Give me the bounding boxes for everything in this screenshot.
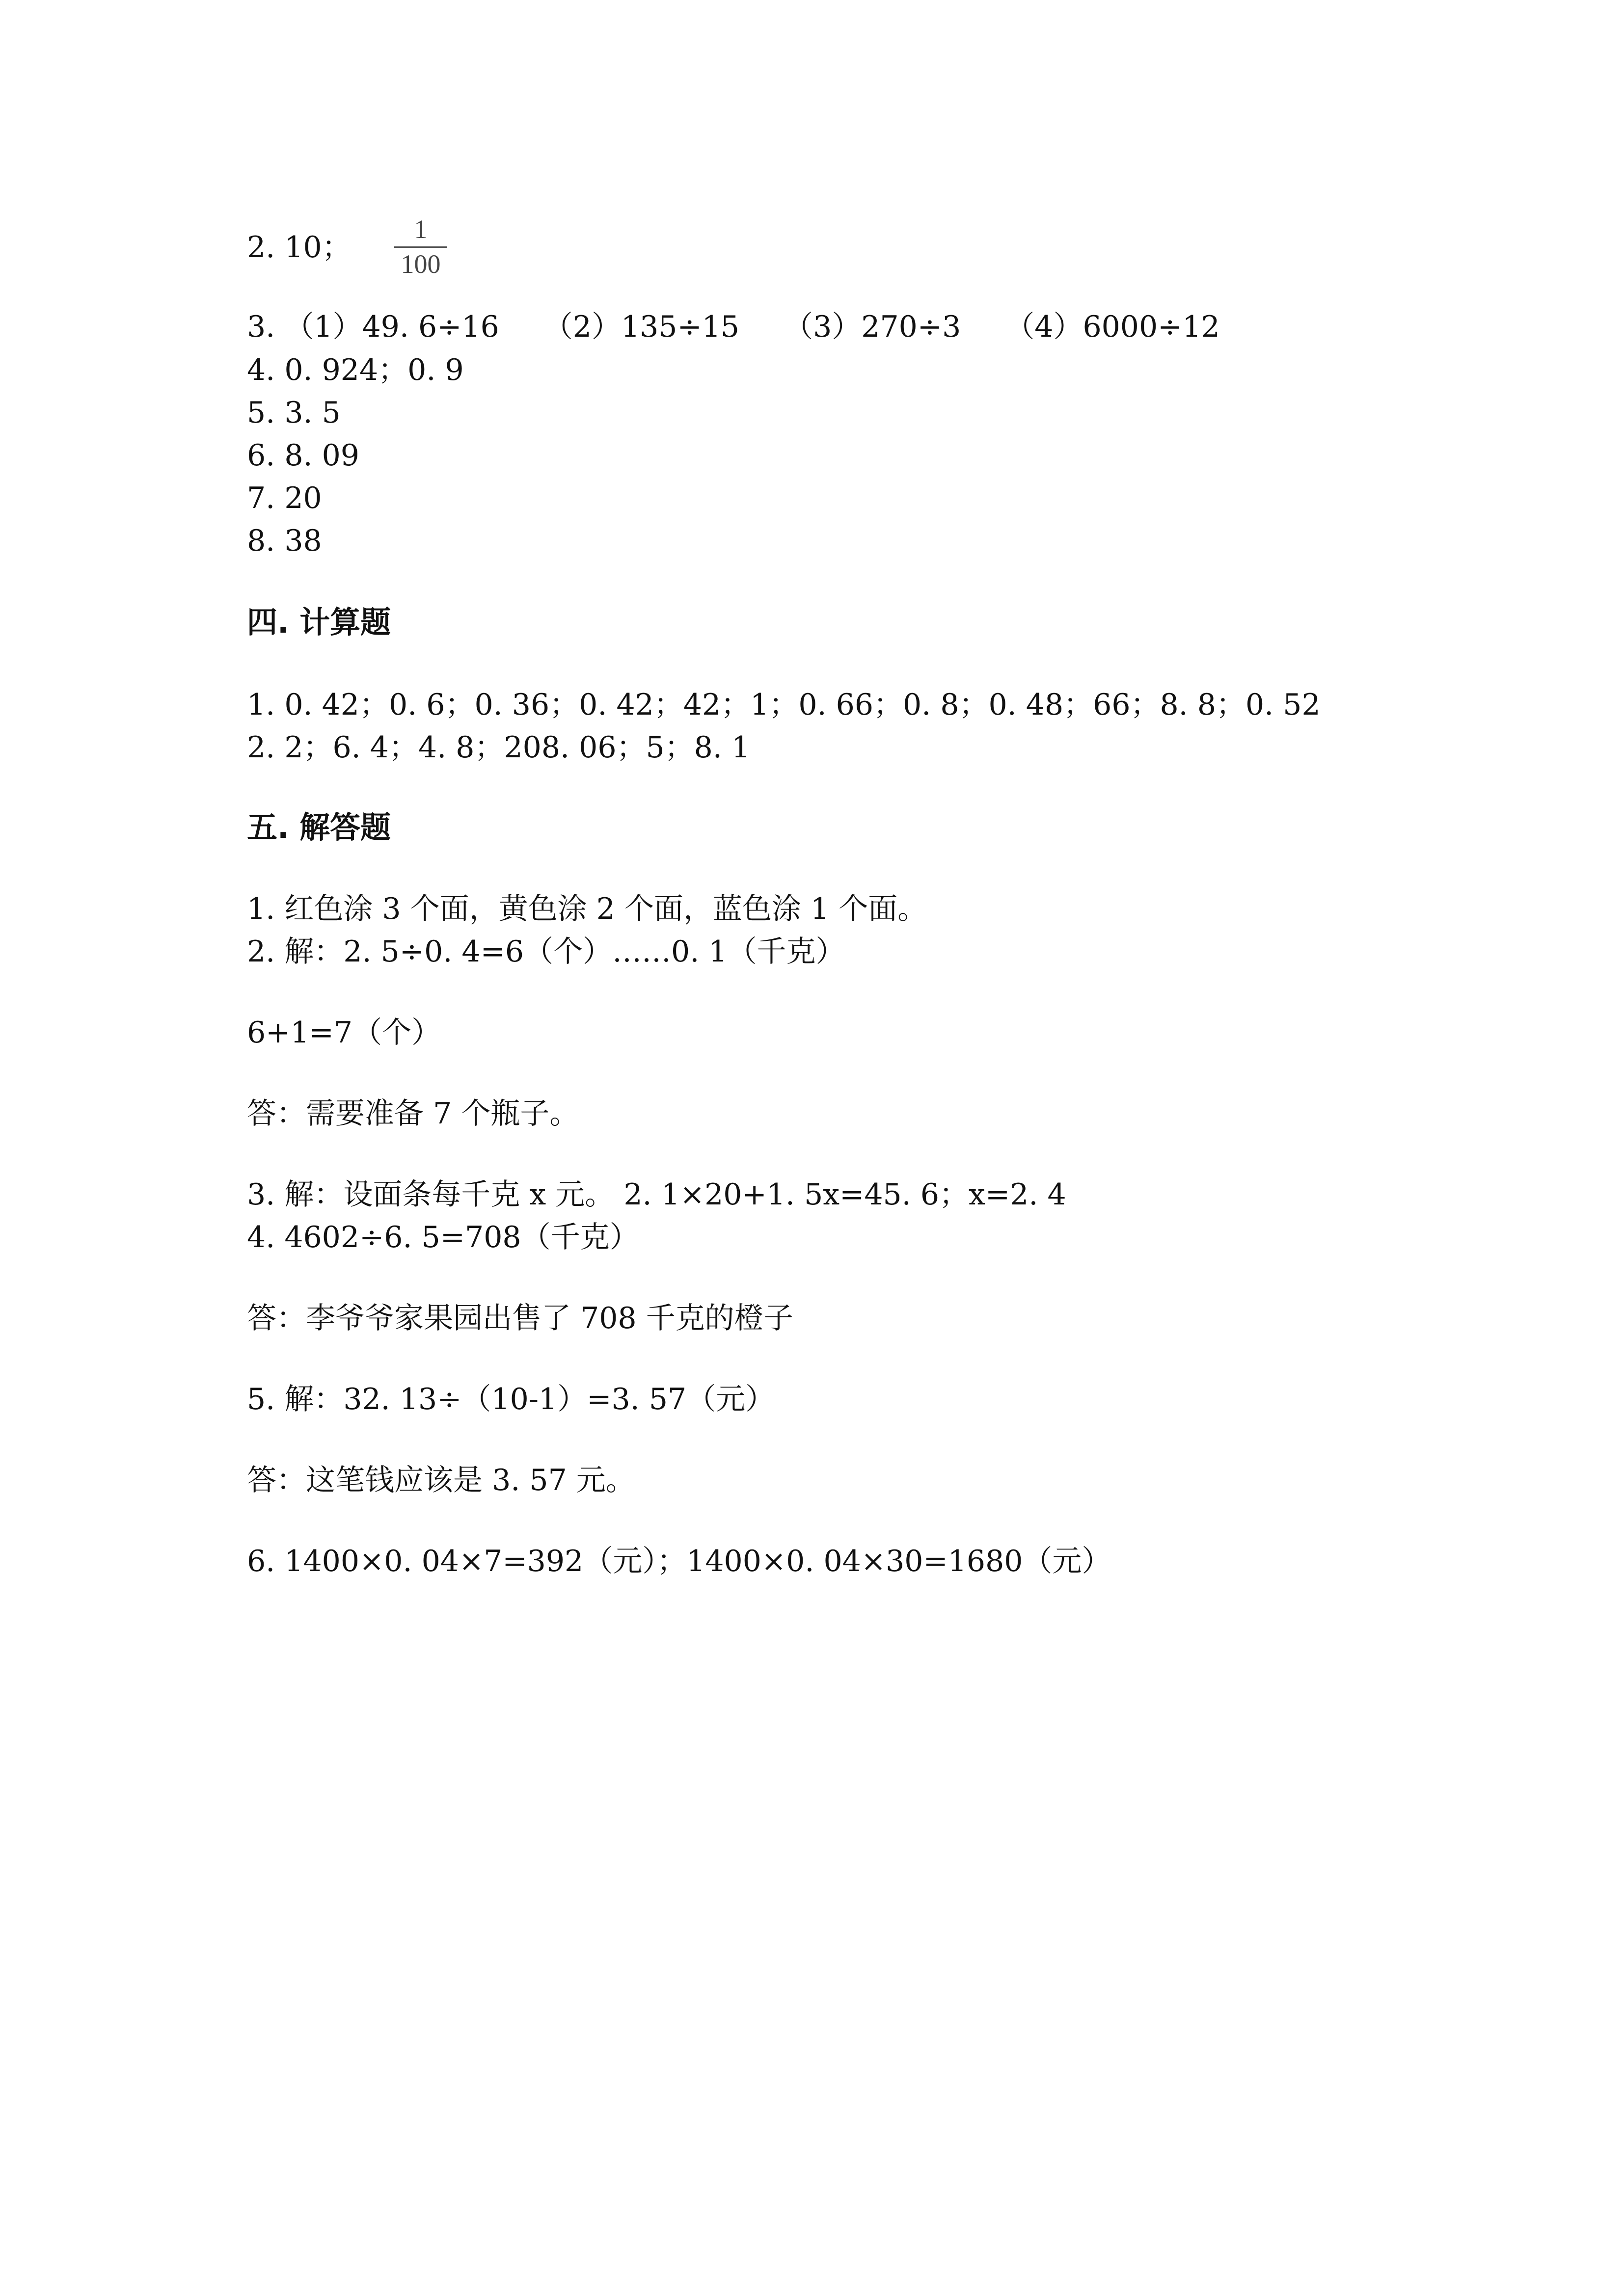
fraction-one-hundredth bbox=[394, 215, 447, 278]
answer-5-6: 6. 1400×0. 04×7=392（元）；1400×0. 04×30=1680（元） bbox=[247, 1544, 1111, 1578]
answer-5-5-step1: 5. 解：32. 13÷（10-1）=3. 57（元） bbox=[247, 1382, 775, 1416]
answer-3-8: 8. 38 bbox=[247, 524, 322, 558]
answer-3-3 bbox=[247, 309, 1220, 345]
fraction-denominator: 100 bbox=[401, 249, 441, 279]
fraction-bar bbox=[394, 246, 447, 248]
answer-3-6: 6. 8. 09 bbox=[247, 438, 359, 473]
answer-4-2: 2. 2；6. 4；4. 8；208. 06；5；8. 1 bbox=[247, 730, 751, 765]
answer-5-2-step2: 6+1=7（个） bbox=[247, 1015, 441, 1050]
answer-4-1: 1. 0. 42；0. 6；0. 36；0. 42；42；1；0. 66；0. 8；0. 48；66；8. 8；0. 52 bbox=[247, 688, 1321, 722]
answer-3-2-label: 2. 10； bbox=[247, 230, 352, 265]
answer-3-7: 7. 20 bbox=[247, 481, 322, 515]
answer-5-2-step1: 2. 解：2. 5÷0. 4=6（个）……0. 1（千克） bbox=[247, 934, 845, 969]
section-4-heading: 四. 计算题 bbox=[247, 604, 391, 640]
answer-3-3-part1: 3. （1）49. 6÷16 bbox=[247, 310, 499, 344]
answer-5-4-conclusion: 答：李爷爷家果园出售了 708 千克的橙子 bbox=[247, 1301, 793, 1335]
answer-3-5: 5. 3. 5 bbox=[247, 396, 341, 430]
answer-3-2 bbox=[247, 230, 352, 265]
answer-3-3-part2: （2）135÷15 bbox=[543, 310, 740, 344]
answer-5-5-conclusion: 答：这笔钱应该是 3. 57 元。 bbox=[247, 1463, 635, 1497]
answer-5-1: 1. 红色涂 3 个面，黄色涂 2 个面，蓝色涂 1 个面。 bbox=[247, 892, 927, 926]
answer-5-2-conclusion: 答：需要准备 7 个瓶子。 bbox=[247, 1096, 579, 1131]
answer-3-3-part3: （3）270÷3 bbox=[784, 310, 961, 344]
fraction-numerator: 1 bbox=[414, 214, 428, 244]
section-5-heading: 五. 解答题 bbox=[247, 809, 391, 845]
answer-5-4-step1: 4. 4602÷6. 5=708（千克） bbox=[247, 1220, 639, 1255]
answer-3-4: 4. 0. 924；0. 9 bbox=[247, 353, 464, 387]
answer-3-3-part4: （4）6000÷12 bbox=[1005, 310, 1220, 344]
answer-5-3: 3. 解：设面条每千克 x 元。 2. 1×20+1. 5x=45. 6；x=2. 4 bbox=[247, 1177, 1066, 1212]
